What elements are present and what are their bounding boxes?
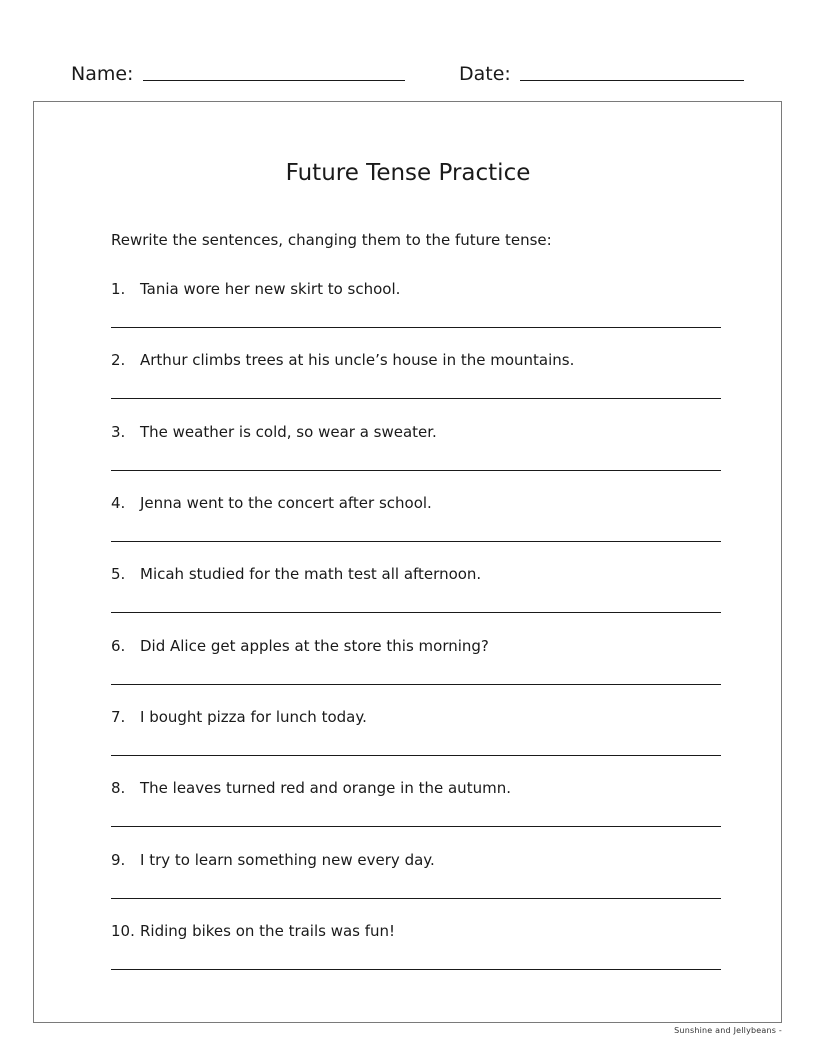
question-item [111,279,721,339]
question-number: 4. [111,494,126,512]
question-number: 5. [111,565,126,583]
question-number: 6. [111,637,126,655]
question-text: Arthur climbs trees at his uncle’s house in the mountains. [140,351,575,369]
question-number: 10. [111,922,135,940]
question-text: Tania wore her new skirt to school. [140,280,401,298]
question-text: Did Alice get apples at the store this morning? [140,637,489,655]
question-item [111,850,721,910]
question-item [111,493,721,553]
answer-line[interactable] [111,755,721,756]
date-label: Date: [459,63,511,85]
worksheet-header [0,60,816,90]
date-blank-line[interactable] [520,80,744,81]
answer-line[interactable] [111,969,721,970]
question-text: I try to learn something new every day. [140,851,435,869]
question-text: Jenna went to the concert after school. [140,494,432,512]
question-text: Micah studied for the math test all afternoon. [140,565,482,583]
question-item [111,778,721,838]
answer-line[interactable] [111,826,721,827]
question-item [111,921,721,981]
answer-line[interactable] [111,541,721,542]
question-text: The leaves turned red and orange in the autumn. [140,779,511,797]
question-item [111,636,721,696]
question-item [111,422,721,482]
worksheet-instructions: Rewrite the sentences, changing them to the future tense: [111,231,552,249]
question-item [111,350,721,410]
name-blank-line[interactable] [143,80,405,81]
question-number: 9. [111,851,126,869]
question-item [111,564,721,624]
question-number: 2. [111,351,126,369]
question-number: 7. [111,708,126,726]
answer-line[interactable] [111,898,721,899]
name-label: Name: [71,63,134,85]
answer-line[interactable] [111,684,721,685]
worksheet-title: Future Tense Practice [285,160,531,186]
question-text: The weather is cold, so wear a sweater. [140,423,437,441]
question-number: 3. [111,423,126,441]
answer-line[interactable] [111,612,721,613]
answer-line[interactable] [111,327,721,328]
footer-credit: Sunshine and Jellybeans - [674,1026,782,1035]
question-item [111,707,721,767]
answer-line[interactable] [111,398,721,399]
question-text: I bought pizza for lunch today. [140,708,367,726]
question-number: 8. [111,779,126,797]
answer-line[interactable] [111,470,721,471]
question-number: 1. [111,280,126,298]
question-text: Riding bikes on the trails was fun! [140,922,396,940]
